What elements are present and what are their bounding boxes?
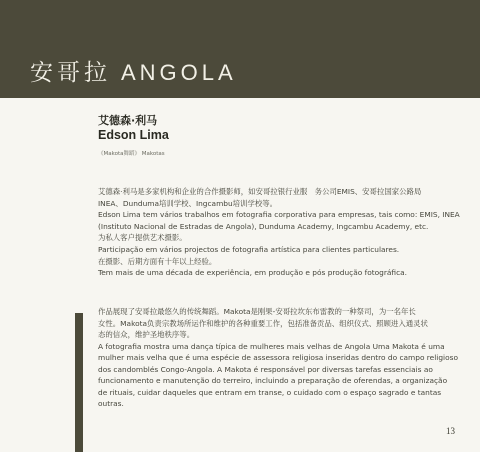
page-title [30, 58, 237, 88]
bio-line: 为私人客户提供艺术摄影。 [98, 233, 187, 243]
description-line: outras. [98, 399, 124, 408]
bio-line: INEA、Dunduma培训学校、Ingcambu培训学校等。 [98, 198, 278, 208]
description-line: funcionamento e manutenção do terreiro, incluindo a preparação de oferendas, a organização [98, 376, 448, 385]
artwork-caption: 《Makota舞蹈》 Makotas [98, 151, 165, 157]
artist-name-english: Edson Lima [98, 128, 169, 142]
description-line: mulher mais velha que é uma espécie de assessora religiosa inseridas dentro do campo religioso [98, 353, 458, 362]
page-title-english: ANGOLA [121, 60, 237, 85]
bio-line: Participação em vários projectos de fotografia artística para clientes particulares. [98, 244, 400, 254]
page-title-chinese: 安哥拉 [30, 60, 111, 86]
corner-accent-block [436, 0, 480, 52]
artwork-description [98, 306, 460, 410]
page-number: 13 [446, 426, 455, 436]
description-line: 态的信众，维护圣地秩序等。 [98, 330, 195, 339]
description-line: de rituais, cuidar daqueles que entram em transe, o cuidado com o espaço sagrado e tantas [98, 387, 442, 397]
bio-line: Tem mais de uma década de experiência, em produção e pós produção fotográfica. [98, 268, 408, 278]
description-line: 女性。Makota负责宗教场所运作和维护的各种重要工作，包括准备贡品、组织仪式、照顾进入通灵状 [98, 318, 428, 328]
bio-line: 在摄影、后期方面有十年以上经验。 [98, 256, 217, 266]
bio-line: Edson Lima tem vários trabalhos em fotografia corporativa para empresas, tais como: EMIS, INEA [98, 210, 460, 220]
description-line: dos candomblés Congo-Angola. A Makota é responsável por diversas tarefas essenciais ao [98, 364, 433, 374]
bio-line: 艾德森·利马是多家机构和企业的合作摄影师，如安哥拉银行业服 务公司EMIS、安哥拉国家公路局 [98, 187, 422, 196]
description-line: A fotografia mostra uma dança típica de mulheres mais velhas de Angola Uma Makota é uma [98, 341, 445, 351]
artist-biography [98, 186, 460, 279]
bio-line: (Instituto Nacional de Estradas de Angola), Dunduma Academy, Ingcambu Academy, etc. [98, 221, 429, 231]
artist-name-chinese: 艾德森·利马 [98, 114, 158, 127]
description-line: 作品展现了安哥拉最悠久的传统舞蹈。Makota是刚果-安哥拉坎东布雷教的一种祭司，为一名年长 [98, 307, 416, 316]
story-accent-bar [75, 313, 83, 452]
